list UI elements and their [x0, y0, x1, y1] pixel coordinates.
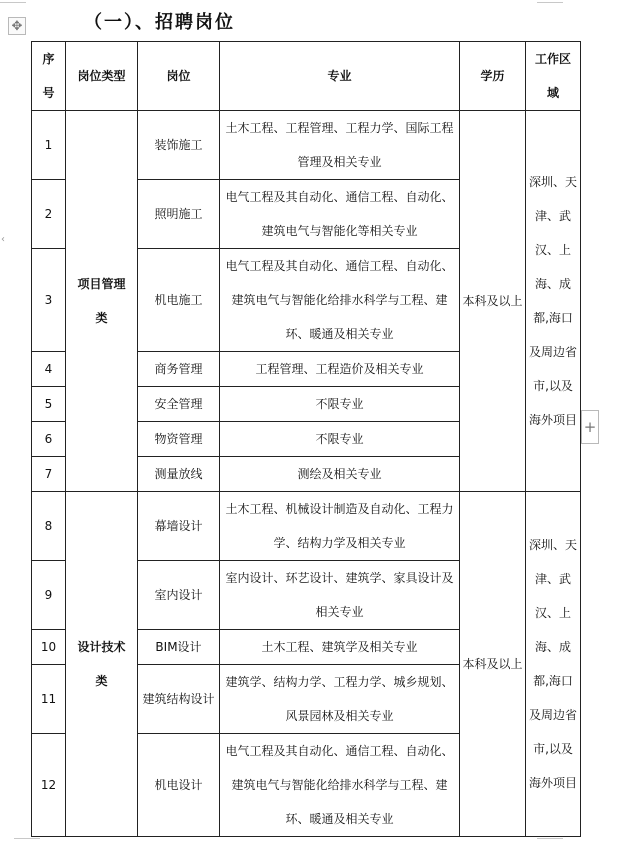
row-post: 幕墙设计 [138, 492, 220, 561]
row-post: 照明施工 [138, 180, 220, 249]
row-post: 安全管理 [138, 387, 220, 422]
category-project-management: 项目管理类 [66, 111, 138, 492]
row-no: 5 [32, 387, 66, 422]
header-row [32, 42, 581, 111]
row-major: 不限专业 [220, 422, 460, 457]
header-post: 岗位 [138, 42, 220, 111]
row-no: 11 [32, 665, 66, 734]
plus-icon: + [583, 418, 597, 436]
row-post: 物资管理 [138, 422, 220, 457]
row-no: 2 [32, 180, 66, 249]
row-no: 1 [32, 111, 66, 180]
row-major: 建筑学、结构力学、工程力学、城乡规划、风景园林及相关专业 [220, 665, 460, 734]
row-major: 测绘及相关专业 [220, 457, 460, 492]
row-major: 电气工程及其自动化、通信工程、自动化、建筑电气与智能化给排水科学与工程、建环、暖通及相关专业 [220, 249, 460, 352]
row-major: 土木工程、建筑学及相关专业 [220, 630, 460, 665]
row-no: 10 [32, 630, 66, 665]
table-row [32, 492, 581, 561]
recruitment-table [31, 41, 581, 837]
header-area: 工作区域 [526, 42, 581, 111]
crop-mark-top-right-h [537, 2, 563, 3]
add-column-button[interactable] [581, 410, 599, 444]
move-icon: ✥ [11, 18, 23, 34]
row-no: 6 [32, 422, 66, 457]
row-post: 室内设计 [138, 561, 220, 630]
row-post: 机电设计 [138, 734, 220, 837]
row-post: 测量放线 [138, 457, 220, 492]
row-post: BIM设计 [138, 630, 220, 665]
crop-mark-top-left-h [0, 2, 26, 3]
section-title: （一）、招聘岗位 [84, 12, 235, 33]
row-no: 7 [32, 457, 66, 492]
row-post: 商务管理 [138, 352, 220, 387]
table-row [32, 111, 581, 180]
row-major: 室内设计、环艺设计、建筑学、家具设计及相关专业 [220, 561, 460, 630]
row-major: 电气工程及其自动化、通信工程、自动化、建筑电气与智能化等相关专业 [220, 180, 460, 249]
crop-mark-bottom-right-h [537, 838, 563, 839]
row-no: 3 [32, 249, 66, 352]
row-major: 电气工程及其自动化、通信工程、自动化、建筑电气与智能化给排水科学与工程、建环、暖通及相关专业 [220, 734, 460, 837]
header-no: 序号 [32, 42, 66, 111]
education-group-1: 本科及以上 [460, 111, 526, 492]
crop-mark-bottom-left-h [14, 838, 40, 839]
work-area-group-2: 深圳、天津、武汉、上海、成都,海口及周边省市,以及海外项目 [526, 492, 581, 837]
education-group-2: 本科及以上 [460, 492, 526, 837]
row-major: 土木工程、机械设计制造及自动化、工程力学、结构力学及相关专业 [220, 492, 460, 561]
header-type: 岗位类型 [66, 42, 138, 111]
row-major: 工程管理、工程造价及相关专业 [220, 352, 460, 387]
header-education: 学历 [460, 42, 526, 111]
row-major: 土木工程、工程管理、工程力学、国际工程管理及相关专业 [220, 111, 460, 180]
margin-marker-icon: ‹ [1, 234, 5, 245]
row-no: 4 [32, 352, 66, 387]
row-no: 9 [32, 561, 66, 630]
row-post: 装饰施工 [138, 111, 220, 180]
row-no: 8 [32, 492, 66, 561]
header-major: 专业 [220, 42, 460, 111]
table-move-handle[interactable] [8, 17, 26, 35]
row-major: 不限专业 [220, 387, 460, 422]
row-no: 12 [32, 734, 66, 837]
work-area-group-1: 深圳、天津、武汉、上海、成都,海口及周边省市,以及海外项目 [526, 111, 581, 492]
row-post: 建筑结构设计 [138, 665, 220, 734]
category-design-technology: 设计技术类 [66, 492, 138, 837]
row-post: 机电施工 [138, 249, 220, 352]
